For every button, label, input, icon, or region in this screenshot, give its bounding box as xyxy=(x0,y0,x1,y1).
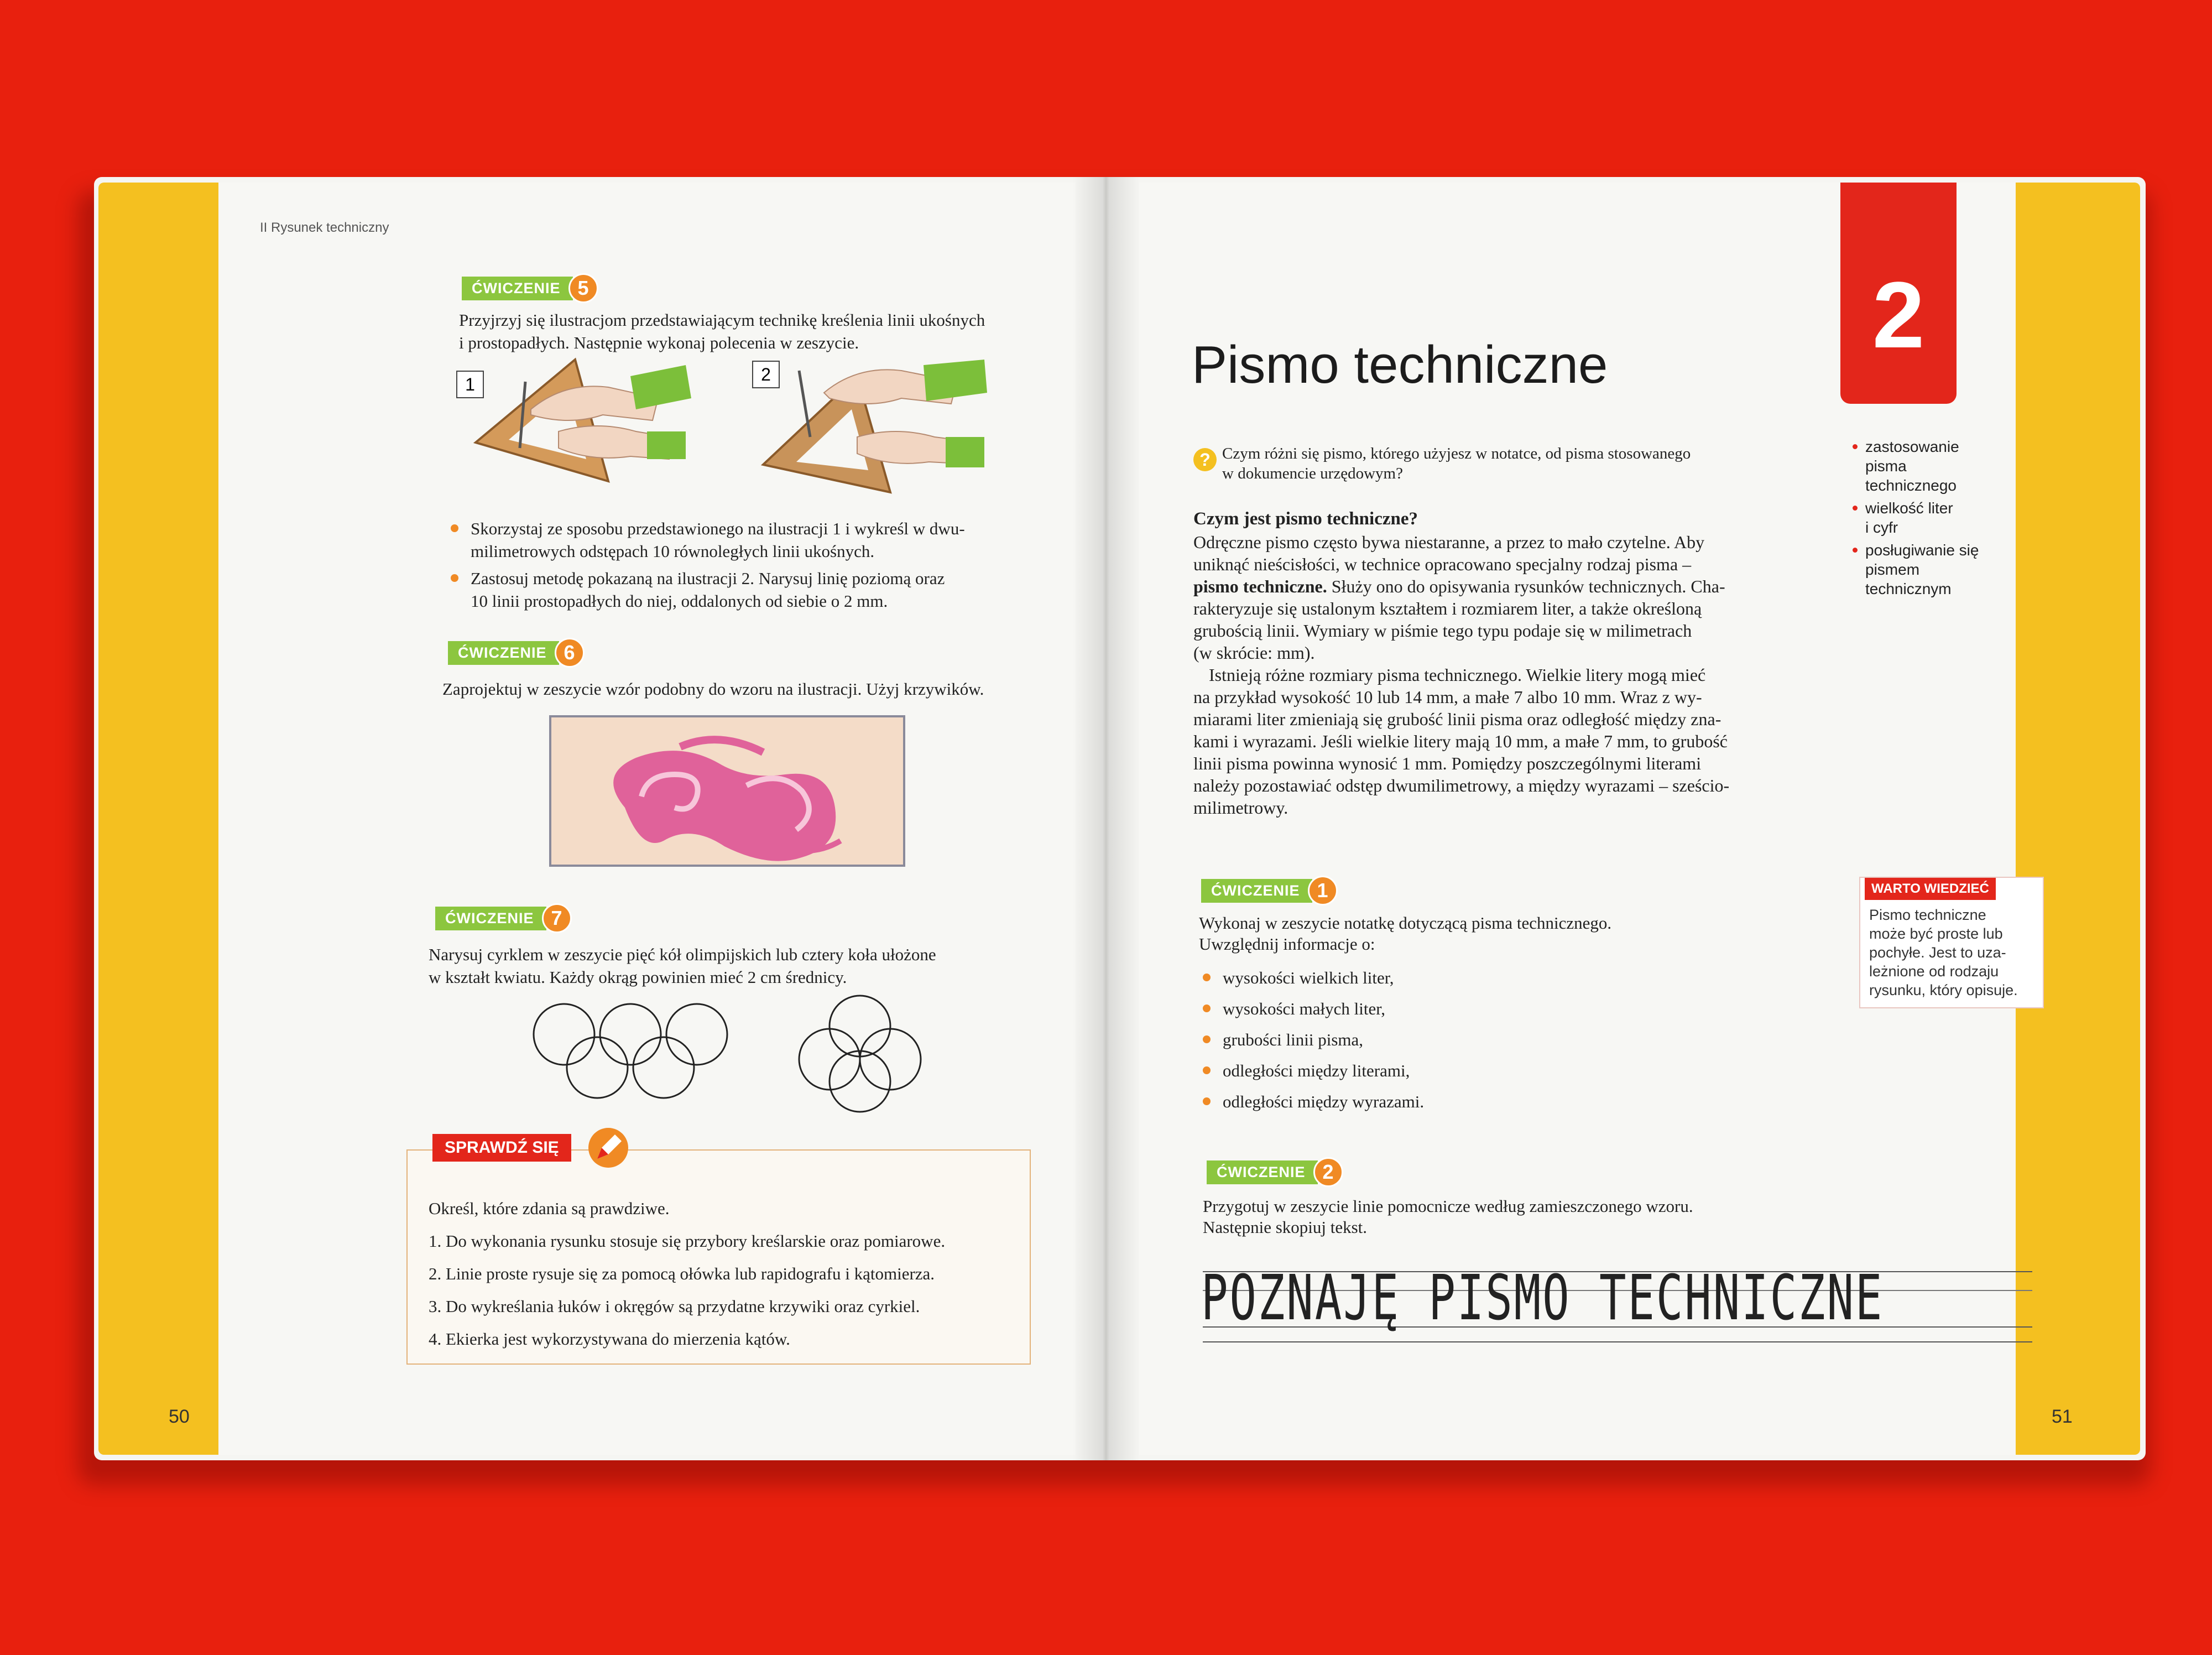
body-line: uniknąć nieścisłości, w technice opracowano specjalny rodzaj pisma – xyxy=(1193,554,1692,574)
page-title: Pismo techniczne xyxy=(1192,335,1608,394)
bullet-dot xyxy=(451,574,458,582)
chapter-number-tab: 2 xyxy=(1840,183,1957,404)
body-line-text: Służy ono do opisywania rysunków technicznych. Cha- xyxy=(1331,576,1725,596)
exercise-label: ĆWICZENIE xyxy=(1207,1160,1318,1184)
body-line: miarami liter zmieniają się grubość linii pisma oraz odległość między zna- xyxy=(1193,709,1721,729)
intro-line: Następnie skopiuj tekst. xyxy=(1203,1217,1368,1237)
intro-question xyxy=(1222,444,1691,483)
question-line: Czym różni się pismo, którego użyjesz w notatce, od pisma stosowanego xyxy=(1222,445,1691,462)
bullet-text: grubości linii pisma, xyxy=(1223,1030,1364,1049)
exercise-7-text xyxy=(429,943,936,988)
body-line: grubością linii. Wymiary w piśmie tego typu podaje się w milimetrach xyxy=(1193,621,1692,641)
body-paragraph-2 xyxy=(1193,664,1791,819)
exercise-6-text: Zaprojektuj w zeszycie wzór podobny do wzoru na ilustracji. Użyj krzywików. xyxy=(442,679,984,699)
body-line: kami i wyrazami. Jeśli wielkie litery mają 10 mm, a małe 7 mm, to grubość xyxy=(1193,731,1728,751)
figure-1-label: 1 xyxy=(456,371,484,398)
bullet-dot xyxy=(451,524,458,532)
body-line xyxy=(1193,575,1791,597)
bullet-item xyxy=(1203,1024,1424,1055)
did-you-know-line: rysunku, który opisuje. xyxy=(1869,982,2018,998)
body-paragraph-1 xyxy=(1193,531,1791,664)
exercise-1-badge xyxy=(1201,876,1338,905)
did-you-know-line: pochyłe. Jest to uza- xyxy=(1869,944,2006,961)
bullet-dot xyxy=(1203,1005,1211,1012)
exercise-number: 1 xyxy=(1308,876,1338,905)
intro-line: Przygotuj w zeszycie linie pomocnicze według zamieszczonego wzoru. xyxy=(1203,1196,1693,1216)
exercise-label: ĆWICZENIE xyxy=(448,641,559,665)
topic-text: i cyfr xyxy=(1865,519,1898,536)
guide-line-descender xyxy=(1203,1341,2032,1342)
did-you-know-header: WARTO WIEDZIEĆ xyxy=(1865,878,1996,900)
topic-text: technicznego xyxy=(1865,477,1957,494)
exercise-number: 2 xyxy=(1313,1157,1343,1187)
text-line: Narysuj cyrklem w zeszycie pięć kół olimpijskich lub cztery koła ułożone xyxy=(429,945,936,964)
topic-item xyxy=(1853,498,1979,537)
exercise-1-list xyxy=(1203,962,1424,1117)
exercise-5-intro xyxy=(459,309,985,354)
bullet-item xyxy=(1203,1055,1424,1086)
section-heading: Czym jest pismo techniczne? xyxy=(1193,509,1418,529)
term-bold: pismo techniczne. xyxy=(1193,576,1327,596)
bullet-text: odległości między literami, xyxy=(1223,1061,1410,1080)
running-header: II Rysunek techniczny xyxy=(260,220,389,235)
bullet-text: wysokości małych liter, xyxy=(1223,999,1386,1018)
exercise-7-badge xyxy=(435,903,572,933)
exercise-number: 5 xyxy=(568,273,598,303)
check-yourself-content xyxy=(429,1192,1026,1355)
body-line: Istnieją różne rozmiary pisma technicznego. Wielkie litery mogą mieć xyxy=(1209,665,1706,685)
topic-item xyxy=(1853,437,1979,495)
exercise-6-badge xyxy=(448,638,585,668)
left-yellow-strip xyxy=(98,183,220,1455)
page-number-right: 51 xyxy=(2052,1406,2073,1427)
exercise-number: 7 xyxy=(542,903,572,933)
exercise-label: ĆWICZENIE xyxy=(462,277,573,300)
body-line: linii pisma powinna wynosić 1 mm. Pomiędzy poszczególnymi literami xyxy=(1193,753,1702,773)
olympic-rings-figure xyxy=(531,996,730,1112)
bullet-dot xyxy=(1203,974,1211,981)
check-yourself-header: SPRAWDŹ SIĘ xyxy=(432,1134,571,1162)
exercise-2-intro xyxy=(1203,1196,1693,1238)
intro-line: Uwzględnij informacje o: xyxy=(1199,934,1375,954)
page-number-left: 50 xyxy=(169,1406,190,1427)
exercise-1-intro xyxy=(1199,913,1611,955)
topic-text: pisma xyxy=(1865,457,1907,475)
body-line: (w skrócie: mm). xyxy=(1193,643,1315,663)
topic-dot xyxy=(1853,506,1858,511)
bullet-text: odległości między wyrazami. xyxy=(1223,1092,1425,1111)
bullet-text: Zastosuj metodę pokazaną na ilustracji 2. Narysuj linię poziomą oraz xyxy=(471,569,945,588)
bullet-item xyxy=(1203,962,1424,993)
bullet-item xyxy=(1203,993,1424,1024)
topic-text: pismem xyxy=(1865,561,1920,578)
right-yellow-strip xyxy=(2013,183,2140,1455)
pencil-icon xyxy=(586,1126,630,1170)
topic-text: zastosowanie xyxy=(1865,438,1959,455)
text-line: w kształt kwiatu. Każdy okrąg powinien mieć 2 cm średnicy. xyxy=(429,967,847,987)
body-line: należy pozostawiać odstęp dwumilimetrowy, a między wyrazami – sześcio- xyxy=(1193,776,1730,795)
technical-lettering-sample: POZNAJĘ PISMO TECHNICZNE xyxy=(1201,1262,1884,1334)
check-prompt: Określ, które zdania są prawdziwe. xyxy=(429,1199,670,1218)
bullet-dot xyxy=(1203,1066,1211,1074)
check-item: 2. Linie proste rysuje się za pomocą ołówka lub rapidografu i kątomierza. xyxy=(429,1264,935,1283)
topic-dot xyxy=(1853,444,1858,449)
did-you-know-line: leżnione od rodzaju xyxy=(1869,963,1999,980)
topic-text: technicznym xyxy=(1865,580,1952,597)
topic-text: posługiwanie się xyxy=(1865,542,1979,559)
illustration-2 xyxy=(758,354,990,503)
body-line: na przykład wysokość 10 lub 14 mm, a małe 7 albo 10 mm. Wraz z wy- xyxy=(1193,687,1702,707)
intro-line: Przyjrzyj się ilustracjom przedstawiającym technikę kreślenia linii ukośnych xyxy=(459,310,985,330)
question-line: w dokumencie urzędowym? xyxy=(1222,465,1403,482)
bullet-dot xyxy=(1203,1035,1211,1043)
bullet-dot xyxy=(1203,1097,1211,1105)
chapter-topics-list xyxy=(1853,437,1979,602)
exercise-label: ĆWICZENIE xyxy=(1201,879,1312,903)
check-item: 3. Do wykreślania łuków i okręgów są przydatne krzywiki oraz cyrkiel. xyxy=(429,1297,920,1316)
exercise-2-badge xyxy=(1207,1157,1343,1187)
bullet-item xyxy=(1203,1086,1424,1117)
did-you-know-line: Pismo techniczne xyxy=(1869,907,1986,923)
exercise-5-bullets xyxy=(451,517,1004,612)
body-line: milimetrowy. xyxy=(1193,798,1288,818)
intro-line: Wykonaj w zeszycie notatkę dotyczącą pisma technicznego. xyxy=(1199,913,1612,933)
exercise-number: 6 xyxy=(555,638,585,668)
check-item: 4. Ekierka jest wykorzystywana do mierzenia kątów. xyxy=(429,1329,790,1349)
figure-2-label: 2 xyxy=(752,361,780,388)
did-you-know-box xyxy=(1859,877,2044,1008)
book-gutter xyxy=(1073,177,1139,1460)
check-item: 1. Do wykonania rysunku stosuje się przybory kreślarskie oraz pomiarowe. xyxy=(429,1231,946,1251)
exercise-5-badge xyxy=(462,273,598,303)
topic-dot xyxy=(1853,548,1858,553)
flower-circles-figure xyxy=(796,993,924,1115)
illustration-1 xyxy=(465,348,697,503)
topic-item xyxy=(1853,540,1979,598)
did-you-know-line: może być proste lub xyxy=(1869,925,2003,942)
bullet-item xyxy=(451,567,1004,612)
pattern-illustration xyxy=(547,714,907,868)
bullet-text: wysokości wielkich liter, xyxy=(1223,968,1394,987)
bullet-item xyxy=(451,517,1004,563)
bullet-text: Skorzystaj ze sposobu przedstawionego na ilustracji 1 i wykreśl w dwu- xyxy=(471,519,965,538)
bullet-text: 10 linii prostopadłych do niej, oddalonych od siebie o 2 mm. xyxy=(471,591,888,611)
body-line: rakteryzuje się ustalonym kształtem i rozmiarem liter, a także określoną xyxy=(1193,598,1702,618)
bullet-text: milimetrowych odstępach 10 równoległych linii ukośnych. xyxy=(471,542,875,561)
exercise-label: ĆWICZENIE xyxy=(435,907,546,930)
topic-text: wielkość liter xyxy=(1865,499,1953,517)
intro-line: i prostopadłych. Następnie wykonaj polecenia w zeszycie. xyxy=(459,333,859,352)
did-you-know-body xyxy=(1860,900,2043,1007)
body-line: Odręczne pismo często bywa niestaranne, a przez to mało czytelne. Aby xyxy=(1193,532,1705,552)
question-icon: ? xyxy=(1193,448,1217,471)
